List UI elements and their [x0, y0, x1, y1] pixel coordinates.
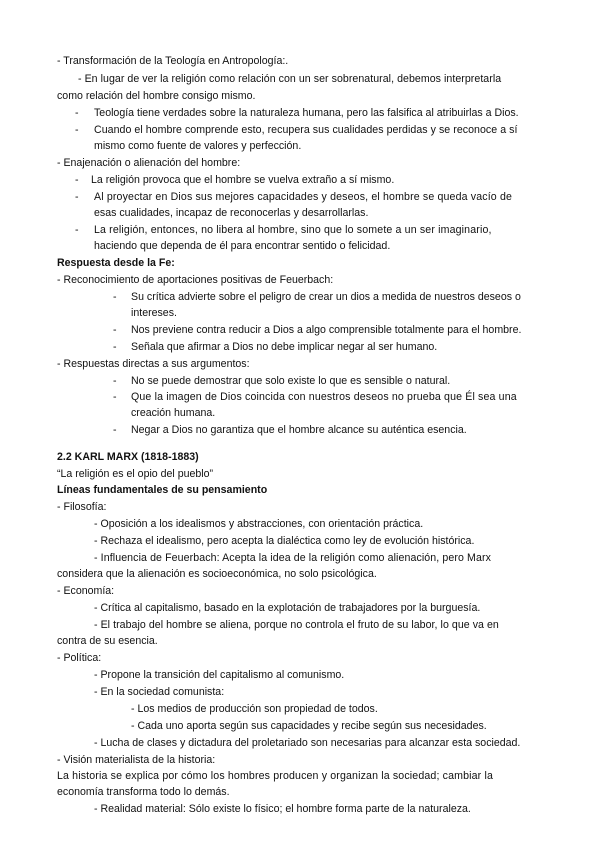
bullet-dash: - — [113, 391, 117, 403]
list-item: - En lugar de ver la religión como relación con un ser sobrenatural, debemos interpretarla — [78, 73, 502, 85]
list-item-continuation: contra de su esencia. — [57, 635, 158, 647]
bullet-dash: - — [75, 224, 79, 236]
section-heading-politica: - Política: — [57, 652, 102, 664]
list-item-continuation: mismo como fuente de valores y perfección. — [94, 140, 302, 152]
list-item-continuation: considera que la alienación es socioeconómica, no solo psicológica. — [57, 568, 377, 580]
list-item: Señala que afirmar a Dios no debe implicar negar al ser humano. — [131, 341, 438, 353]
list-item: - Influencia de Feuerbach: Acepta la idea de la religión como alienación, pero Marx — [94, 552, 491, 564]
bullet-dash: - — [113, 375, 117, 387]
list-item: Cuando el hombre comprende esto, recupera sus cualidades perdidas y se reconoce a sí — [94, 124, 518, 136]
bullet-dash: - — [75, 107, 79, 119]
list-item: - Lucha de clases y dictadura del proletariado son necesarias para alcanzar esta sociedad. — [94, 737, 521, 749]
subsection-heading: - Respuestas directas a sus argumentos: — [57, 358, 250, 370]
list-item: No se puede demostrar que solo existe lo que es sensible o natural. — [131, 375, 451, 387]
list-item: Negar a Dios no garantiza que el hombre alcance su auténtica esencia. — [131, 424, 467, 436]
subsection-heading: - Reconocimiento de aportaciones positivas de Feuerbach: — [57, 274, 334, 286]
bullet-dash: - — [113, 341, 117, 353]
section-heading-historia: - Visión materialista de la historia: — [57, 754, 216, 766]
paragraph-continuation: economía transforma todo lo demás. — [57, 786, 230, 798]
list-item: - Propone la transición del capitalismo al comunismo. — [94, 669, 345, 681]
bullet-dash: - — [75, 124, 79, 136]
list-item: - Crítica al capitalismo, basado en la explotación de trabajadores por la burguesía. — [94, 602, 481, 614]
paragraph: La historia se explica por cómo los hombres producen y organizan la sociedad; cambiar la — [57, 770, 493, 782]
list-item: Nos previene contra reducir a Dios a algo comprensible totalmente para el hombre. — [131, 324, 522, 336]
bullet-dash: - — [113, 324, 117, 336]
list-item: - Realidad material: Sólo existe lo físico; el hombre forma parte de la naturaleza. — [94, 803, 471, 815]
list-item: - El trabajo del hombre se aliena, porque no controla el fruto de su labor, lo que va en — [94, 619, 499, 631]
section-heading-economia: - Economía: — [57, 585, 115, 597]
list-item-continuation: intereses. — [131, 307, 177, 319]
subsection-title-lineas: Líneas fundamentales de su pensamiento — [57, 484, 268, 496]
list-item-continuation: como relación del hombre consigo mismo. — [57, 90, 256, 102]
bullet-dash: - — [113, 291, 117, 303]
bullet-dash: - — [75, 174, 79, 186]
sub-list-item: - Los medios de producción son propiedad de todos. — [131, 703, 378, 715]
list-item: - Rechaza el idealismo, pero acepta la dialéctica como ley de evolución histórica. — [94, 535, 475, 547]
list-item: Teología tiene verdades sobre la naturaleza humana, pero las falsifica al atribuirlas a Dios. — [94, 107, 519, 119]
list-item-continuation: haciendo que dependa de él para encontrar sentido o felicidad. — [94, 240, 391, 252]
section-heading-transformacion: - Transformación de la Teología en Antropología:. — [57, 55, 289, 67]
section-title-respuesta: Respuesta desde la Fe: — [57, 257, 175, 269]
sub-list-item: - Cada uno aporta según sus capacidades y recibe según sus necesidades. — [131, 720, 487, 732]
section-heading-enajenacion: - Enajenación o alienación del hombre: — [57, 157, 241, 169]
bullet-dash: - — [113, 424, 117, 436]
list-item: - Oposición a los idealismos y abstracciones, con orientación práctica. — [94, 518, 424, 530]
list-item: Al proyectar en Dios sus mejores capacidades y deseos, el hombre se queda vacío de — [94, 191, 513, 203]
quote: “La religión es el opio del pueblo” — [57, 468, 214, 480]
list-item: Que la imagen de Dios coincida con nuestros deseos no prueba que Él sea una — [131, 391, 517, 403]
section-title-marx: 2.2 KARL MARX (1818-1883) — [57, 451, 199, 463]
list-item: Su crítica advierte sobre el peligro de crear un dios a medida de nuestros deseos o — [131, 291, 521, 303]
list-item-continuation: esas cualidades, incapaz de reconocerlas y desarrollarlas. — [94, 207, 369, 219]
list-item: La religión provoca que el hombre se vuelva extraño a sí mismo. — [91, 174, 395, 186]
section-heading-filosofia: - Filosofía: — [57, 501, 107, 513]
list-item: La religión, entonces, no libera al hombre, sino que lo somete a un ser imaginario, — [94, 224, 492, 236]
list-item: - En la sociedad comunista: — [94, 686, 225, 698]
list-item-continuation: creación humana. — [131, 407, 216, 419]
bullet-dash: - — [75, 191, 79, 203]
